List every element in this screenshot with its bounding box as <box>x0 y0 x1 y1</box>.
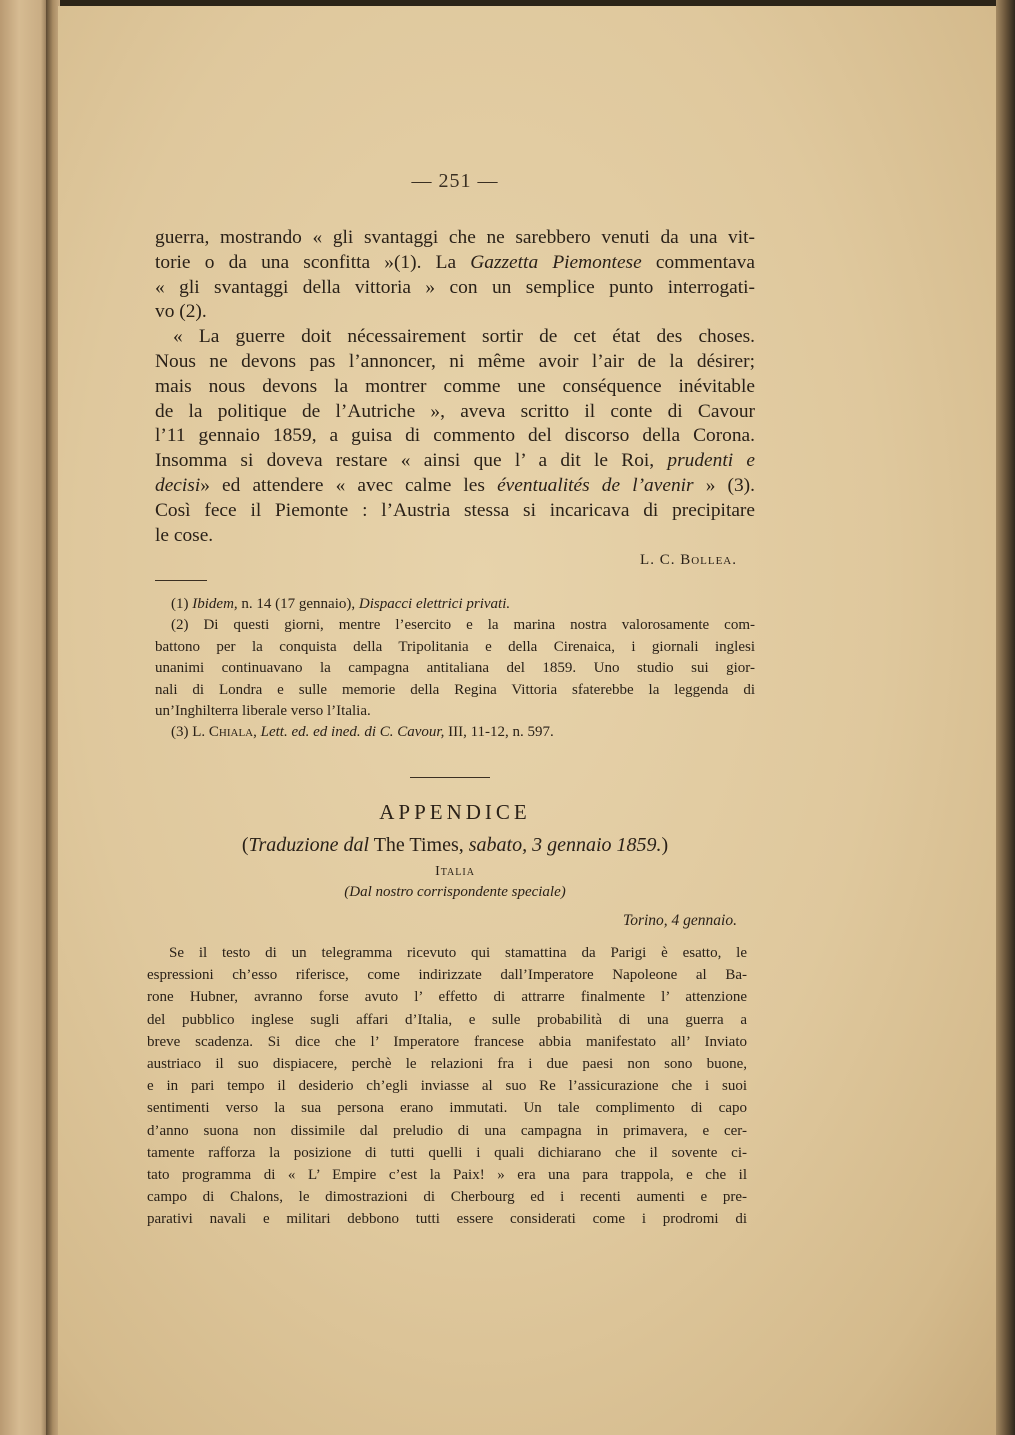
body-line: vo (2). <box>155 301 207 323</box>
body-line: « gli svantaggi della vittoria » con un semplice punto interrogati- <box>155 276 755 298</box>
article-line: espressioni ch’esso riferisce, come indirizzate dall’Imperatore Napoleone al Ba- <box>147 967 747 984</box>
body-line: le cose. <box>155 524 214 546</box>
body-line: Così fece il Piemonte : l’Austria stessa si incaricava di precipitare <box>155 499 755 521</box>
article-line: e in pari tempo il desiderio ch’egli inviasse al suo Re l’assicurazione che i suoi <box>147 1078 747 1095</box>
body-line: mais nous devons la montrer comme une conséquence inévitable <box>155 375 755 397</box>
article-line: tamente rafforza la posizione di tutti quelli i quali dichiarano che il sovente ci- <box>147 1144 747 1161</box>
body-line: Insomma si doveva restare « ainsi que l’ a dit le Roi, prudenti e <box>155 450 755 472</box>
appendix-subtitle: (Traduzione dal The Times, sabato, 3 gennaio 1859.) <box>241 834 669 856</box>
body-line: decisi» ed attendere « avec calme les éventualités de l’avenir » (3). <box>155 474 755 496</box>
article-line: breve scadenza. Si dice che l’ Imperatore francese abbia manifestato all’ Inviato <box>147 1033 747 1050</box>
article-line: del pubblico inglese sugli affari d’Italia, e sulle probabilità di una guerra a <box>147 1011 747 1028</box>
dateline: Torino, 4 gennaio. <box>623 912 737 929</box>
article-text <box>147 942 747 1231</box>
signature: L. C. Bollea. <box>640 552 737 568</box>
article-line: campo di Chalons, le dimostrazioni di Cherbourg ed i recenti aumenti e pre- <box>147 1189 747 1206</box>
page-edge <box>996 0 1015 1435</box>
footnote-3: (3) L. Chiala, Lett. ed. ed ined. di C. Cavour, III, 11-12, n. 597. <box>171 724 554 741</box>
article-line: rone Hubner, avranno forse avuto l’ effetto di attrarre finalmente l’ attenzione <box>147 989 747 1006</box>
body-line: l’11 gennaio 1859, a guisa di commento del discorso della Corona. <box>155 425 755 447</box>
footnote-2-line: battono per la conquista della Tripolitania e della Cirenaica, i giornali inglesi <box>155 638 755 655</box>
correspondent-line: (Dal nostro corrispondente speciale) <box>344 884 566 900</box>
article-line: Se il testo di un telegramma ricevuto qui stamattina da Parigi è esatto, le <box>169 945 747 961</box>
footnote-1: (1) Ibidem, n. 14 (17 gennaio), Dispacci elettrici privati. <box>171 596 511 612</box>
footnote-2-line: un’Inghilterra liberale verso l’Italia. <box>155 703 371 720</box>
body-line: torie o da una sconfitta »(1). La Gazzetta Piemontese commentava <box>155 251 755 273</box>
body-line: Nous ne devons pas l’annoncer, ni même avoir l’air de la désirer; <box>155 350 755 372</box>
footnotes <box>155 594 755 744</box>
country-heading: Italia <box>435 864 475 879</box>
article-line: sentimenti verso la sua persona erano immutati. Un tale complimento di capo <box>147 1100 747 1117</box>
section-divider <box>410 777 490 778</box>
article-line: tato programma di « L’ Empire c’est la Paix! » era una para trappola, e che il <box>147 1167 747 1184</box>
body-text <box>155 226 755 548</box>
body-line: de la politique de l’Autriche », aveva scritto il conte di Cavour <box>155 400 755 422</box>
body-line: guerra, mostrando « gli svantaggi che ne sarebbero venuti da una vit- <box>155 227 755 248</box>
footnote-2-line: unanimi continuavano la campagna antitaliana del 1859. Uno studio sui gior- <box>155 660 755 677</box>
footnote-divider <box>155 580 207 581</box>
appendix-title: APPENDICE <box>379 800 531 824</box>
facing-page-edge <box>0 0 48 1435</box>
footnote-2-line: (2) Di questi giorni, mentre l’esercito e la marina nostra valorosamente com- <box>171 617 755 634</box>
page-number: — 251 — <box>411 170 499 192</box>
article-line: austriaco il suo dispiacere, perchè le relazioni fra i due paesi non sono buone, <box>147 1056 747 1073</box>
article-line: parativi navali e militari debbono tutti essere considerati come i prodromi di <box>147 1211 747 1228</box>
body-line: « La guerre doit nécessairement sortir de cet état des choses. <box>173 326 755 348</box>
footnote-2-line: nali di Londra e sulle memorie della Regina Vittoria sfaterebbe la leggenda di <box>155 681 755 698</box>
article-line: d’anno suona non dissimile dal preludio di una campagna in primavera, e cer- <box>147 1122 747 1139</box>
